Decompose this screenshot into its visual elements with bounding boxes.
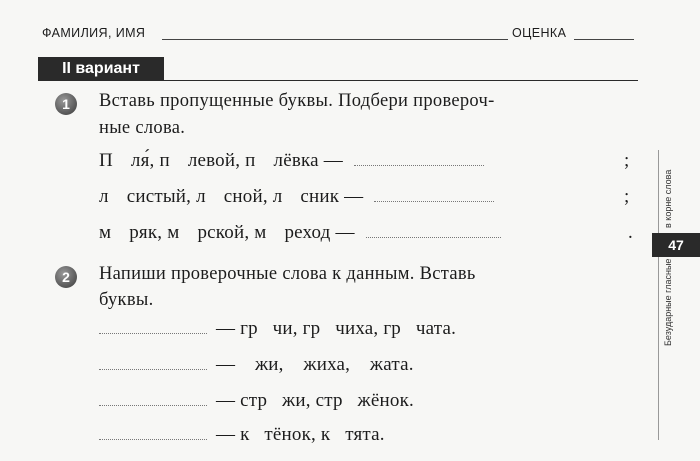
task-2-number-badge: 2	[55, 266, 77, 288]
word-part: сник —	[300, 186, 364, 207]
grade-label: ОЦЕНКА	[512, 26, 567, 40]
section-text-2: в корне слова	[663, 169, 673, 228]
word-part: сной,	[223, 186, 268, 207]
variant-label: II вариант	[38, 57, 164, 81]
word-part: м	[167, 222, 180, 243]
word-part: П	[99, 150, 113, 171]
word-part: рской,	[197, 222, 250, 243]
answer-blank[interactable]	[99, 333, 207, 334]
answer-blank[interactable]	[374, 201, 494, 202]
row-end-punct: ;	[624, 186, 630, 207]
task-2-row-text: — стр жи, стр жёнок.	[215, 390, 414, 411]
task-2-row-3	[99, 390, 414, 412]
task-1-instruction-line1: Вставь пропущенные буквы. Подбери провероч-	[99, 91, 495, 111]
task-2-instruction-line1: Напиши проверочные слова к данным. Вставь	[99, 264, 476, 284]
word-part: лёвка —	[273, 150, 343, 171]
name-field[interactable]	[162, 39, 508, 40]
divider	[38, 80, 638, 81]
word-part: л	[99, 186, 109, 207]
task-2-row-1	[99, 318, 456, 340]
word-part: м	[254, 222, 267, 243]
word-part: м	[99, 222, 112, 243]
task-2-row-text: — жи, жиха, жата.	[215, 354, 414, 375]
answer-blank[interactable]	[99, 439, 207, 440]
task-1-row-3	[99, 222, 505, 244]
name-label: ФАМИЛИЯ, ИМЯ	[42, 26, 146, 40]
word-part: п	[159, 150, 170, 171]
row-end-punct: ;	[624, 150, 630, 171]
row-end-punct: .	[628, 222, 633, 243]
task-2-row-2	[99, 354, 414, 376]
answer-blank[interactable]	[366, 237, 501, 238]
task-2-row-4	[99, 424, 385, 446]
answer-blank[interactable]	[99, 405, 207, 406]
task-1-number-badge: 1	[55, 93, 77, 115]
grade-field[interactable]	[574, 39, 634, 40]
word-part: систый,	[126, 186, 192, 207]
word-part: реход —	[284, 222, 355, 243]
word-part: л	[196, 186, 206, 207]
word-part: ряк,	[129, 222, 163, 243]
word-part: левой,	[187, 150, 241, 171]
task-1-row-2	[99, 186, 498, 208]
margin-rule	[658, 150, 659, 440]
task-1-row-1	[99, 150, 488, 172]
word-part: л	[272, 186, 283, 207]
task-2-row-text: — гр чи, гр чиха, гр чата.	[215, 318, 457, 339]
task-2-row-text: — к тёнок, к тята.	[215, 424, 385, 445]
section-text-1: Безударные гласные	[663, 258, 673, 346]
word-part: п	[245, 150, 256, 171]
page-number: 47	[652, 233, 700, 257]
word-part: ля́,	[130, 150, 155, 171]
task-1-instruction-line2: ные слова.	[99, 118, 186, 138]
answer-blank[interactable]	[99, 369, 207, 370]
answer-blank[interactable]	[354, 165, 484, 166]
task-2-instruction-line2: буквы.	[99, 290, 154, 310]
student-header	[42, 24, 634, 44]
